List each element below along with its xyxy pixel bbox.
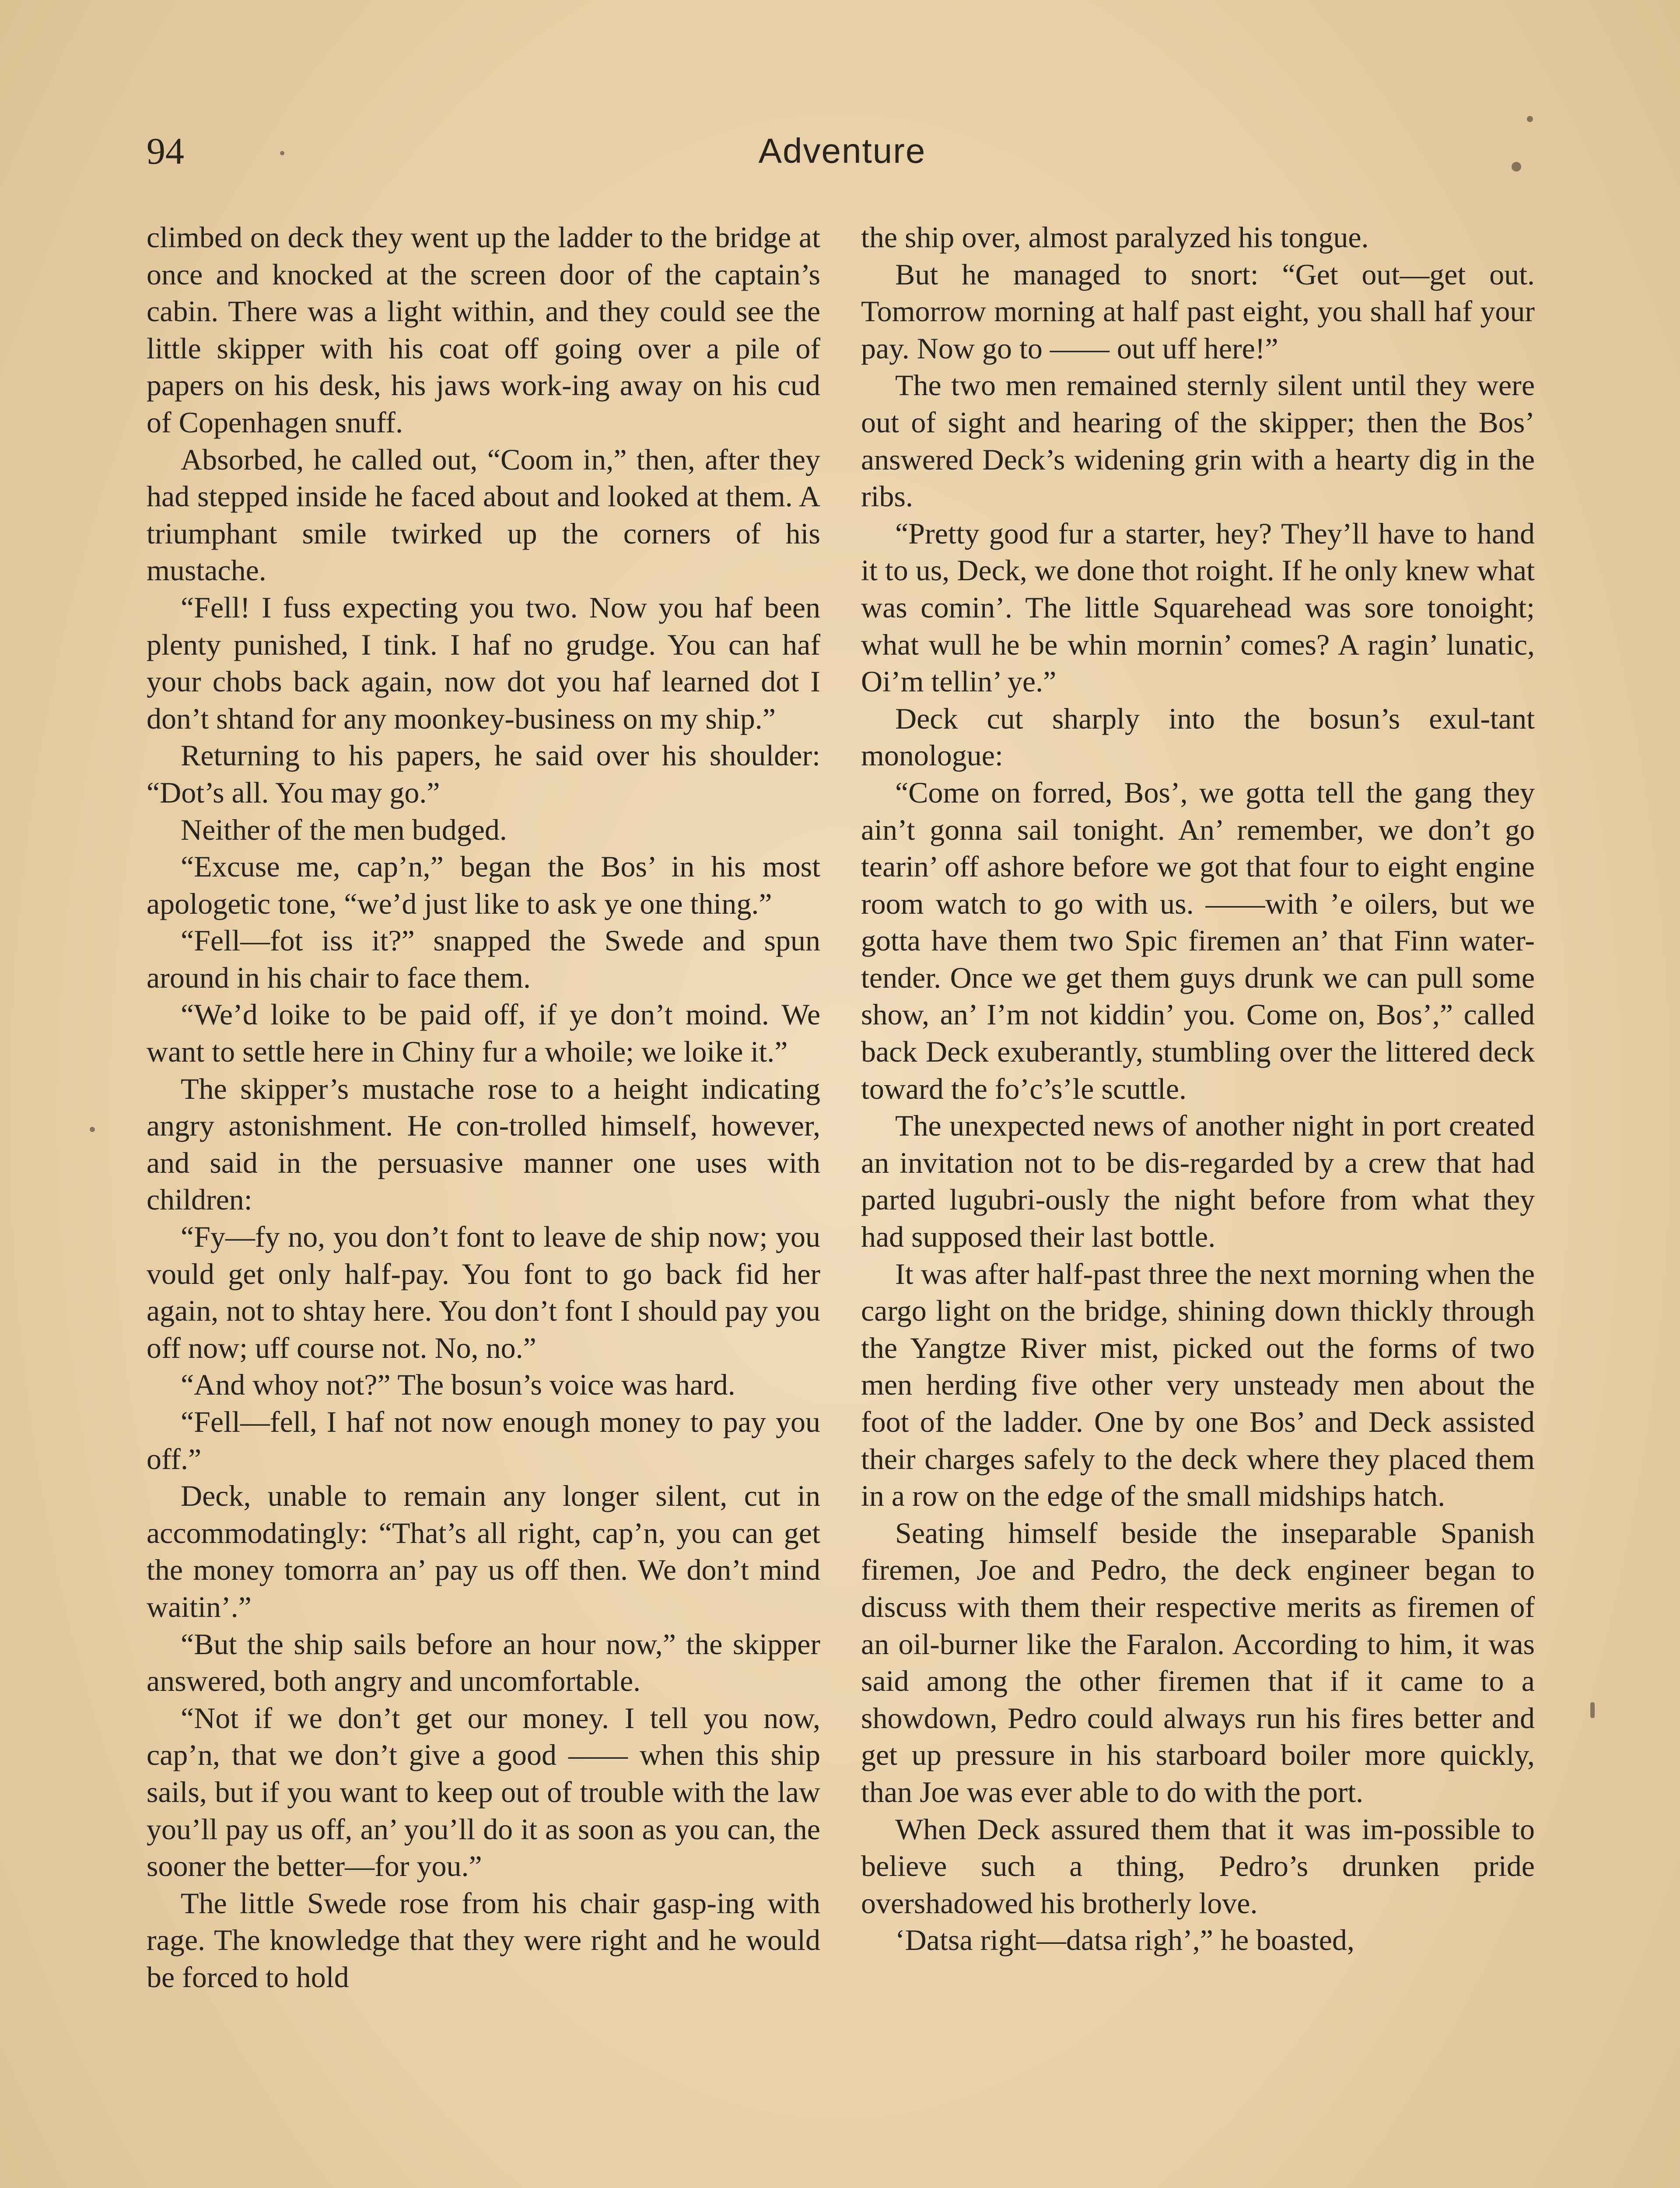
paragraph: The skipper’s mustache rose to a height indicating angry astonishment. He con-trolled himself, however, and said in the persuasive manner one uses with children: xyxy=(147,1072,820,1217)
paragraph: Seating himself beside the inseparable Spanish firemen, Joe and Pedro, the deck engineer began to discuss with them their respective merits as firemen of an oil-burner like the Faralon. According to him, it was said among the other firemen that if it came to a showdown, Pedro could always run his fires better and get up pressure in his starboard boiler more quickly, than Joe was ever able to do with the port. xyxy=(861,1516,1535,1809)
paragraph: “Fell! I fuss expecting you two. Now you haf been plenty punished, I tink. I haf no grudge. You can haf your chobs back again, now dot you haf learned dot I don’t shtand for any moonkey-business on my ship.” xyxy=(147,590,820,735)
paragraph: climbed on deck they went up the ladder to the bridge at once and knocked at the screen door of the captain’s cabin. There was a light within, and they could see the little skipper with his coat off going over a pile of papers on his desk, his jaws work-ing away on his cud of Copenhagen snuff. xyxy=(147,221,820,439)
paragraph: “But the ship sails before an hour now,” the skipper answered, both angry and uncomfortable. xyxy=(147,1627,820,1698)
paper-speck xyxy=(1527,116,1533,122)
paragraph: “And whoy not?” The bosun’s voice was hard. xyxy=(181,1368,735,1402)
running-head: Adventure xyxy=(758,131,926,170)
paragraph: Returning to his papers, he said over his shoulder: “Dot’s all. You may go.” xyxy=(147,739,820,809)
paragraph: “Excuse me, cap’n,” began the Bos’ in his most apologetic tone, “we’d just like to ask ye one thing.” xyxy=(147,850,820,920)
paragraph: “Pretty good fur a starter, hey? They’ll have to hand it to us, Deck, we done thot roight. If he only knew what was comin’. The little Squarehead was sore tonoight; what wull he be whin mornin’ comes? A ragin’ lunatic, Oi’m tellin’ ye.” xyxy=(861,516,1535,698)
right-column xyxy=(861,219,1535,1959)
paragraph: “Not if we don’t get our money. I tell you now, cap’n, that we don’t give a good —— when this ship sails, but if you want to keep out of trouble with the law you’ll pay us off, an’ you’ll do it as soon as you can, the sooner the better—for you.” xyxy=(147,1701,820,1883)
left-column xyxy=(147,219,820,1996)
paragraph: “We’d loike to be paid off, if ye don’t moind. We want to settle here in Chiny fur a whoile; we loike it.” xyxy=(147,998,820,1069)
paragraph: The two men remained sternly silent until they were out of sight and hearing of the skipper; then the Bos’ answered Deck’s widening grin with a hearty dig in the ribs. xyxy=(861,368,1535,513)
paper-speck xyxy=(280,151,284,155)
paragraph: “Fell—fot iss it?” snapped the Swede and spun around in his chair to face them. xyxy=(147,924,820,994)
paragraph: “Come on forred, Bos’, we gotta tell the gang they ain’t gonna sail tonight. An’ remember, we don’t go tearin’ off ashore before we got that four to eight engine room watch to go with us. ——with ’e oilers, but we gotta have them two Spic firemen an’ that Finn water-tender. Once we get them guys drunk we can pull some show, an’ I’m not kiddin’ you. Come on, Bos’,” called back Deck exuberantly, stumbling over the littered deck toward the fo’c’s’le scuttle. xyxy=(861,775,1535,1105)
paragraph: Deck, unable to remain any longer silent, cut in accommodatingly: “That’s all right, cap’n, you can get the money tomorra an’ pay us off then. We don’t mind waitin’.” xyxy=(147,1479,820,1623)
page-header xyxy=(147,127,1538,184)
paragraph: When Deck assured them that it was im-possible to believe such a thing, Pedro’s drunken pride overshadowed his brotherly love. xyxy=(861,1812,1535,1920)
paragraph: “Fy—fy no, you don’t font to leave de ship now; you vould get only half-pay. You font to go back fid her again, not to shtay here. You don’t font I should pay you off now; uff course not. No, no.” xyxy=(147,1220,820,1364)
paragraph: The little Swede rose from his chair gasp-ing with rage. The knowledge that they were right and he would be forced to hold xyxy=(147,1886,820,1994)
paragraph: “Fell—fell, I haf not now enough money to pay you off.” xyxy=(147,1405,820,1476)
paragraph: But he managed to snort: “Get out—get out. Tomorrow morning at half past eight, you shall haf your pay. Now go to —— out uff here!” xyxy=(861,257,1535,365)
paper-speck xyxy=(1590,1702,1595,1718)
paragraph: Deck cut sharply into the bosun’s exul-tant monologue: xyxy=(861,701,1535,772)
paragraph: It was after half-past three the next morning when the cargo light on the bridge, shining down thickly through the Yangtze River mist, picked out the forms of two men herding five other very unsteady men about the foot of the ladder. One by one Bos’ and Deck assisted their charges safely to the deck where they placed them in a row on the edge of the small midships hatch. xyxy=(861,1257,1535,1513)
paragraph: ‘Datsa right—datsa righ’,” he boasted, xyxy=(895,1923,1354,1957)
paper-speck xyxy=(90,1127,95,1132)
paragraph: the ship over, almost paralyzed his tongue. xyxy=(861,221,1369,254)
paragraph: Neither of the men budged. xyxy=(181,813,507,846)
page-number: 94 xyxy=(147,130,184,172)
paragraph: The unexpected news of another night in port created an invitation not to be dis-regarded by a crew that had parted lugubri-ously the night before from what they had supposed their last bottle. xyxy=(861,1109,1535,1254)
paper-speck xyxy=(1512,162,1521,172)
paragraph: Absorbed, he called out, “Coom in,” then, after they had stepped inside he faced about and looked at them. A triumphant smile twirked up the corners of his mustache. xyxy=(147,442,820,587)
